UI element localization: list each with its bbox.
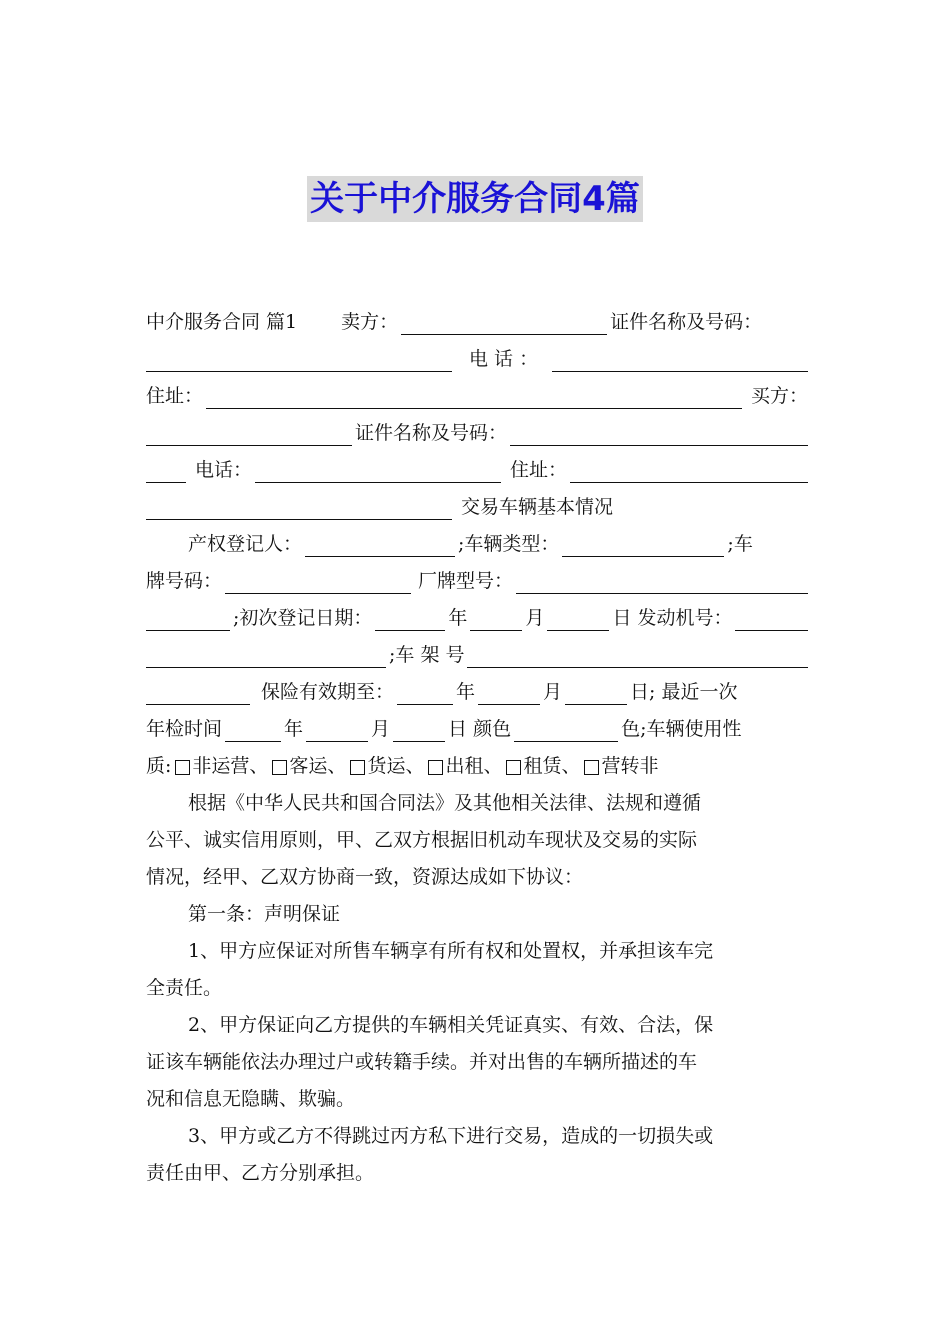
seller-address-label: 住址： [146,385,204,407]
document-title-wrap [0,176,950,222]
contract-heading: 中介服务合同 篇1 [146,311,298,333]
form-line-1 [146,304,808,341]
brand-model-blank [516,569,808,594]
form-line-9 [146,600,808,637]
paragraph-line [146,785,808,822]
document-title: 关于中介服务合同4篇 [307,176,643,222]
inspection-day-blank [393,717,445,742]
inspection-month-blank [306,717,368,742]
engine-blank-cont [146,643,386,668]
plate-label-b: 牌号码： [146,570,223,592]
frame-label: ;车 架 号 [389,644,465,666]
option-converted: 营转非 [601,755,659,777]
inspection-label: 年检时间 [146,718,223,740]
first-reg-month-blank [470,606,522,631]
brand-model-blank-cont [146,606,230,631]
owner-label: 产权登记人： [188,533,303,555]
frame-blank [467,643,808,668]
insurance-year: 年 [456,681,476,703]
paragraph-line [146,1044,808,1081]
vehicle-type-blank [562,532,724,557]
seller-address-blank [206,384,742,409]
option-non-operating: 非运营、 [192,755,269,777]
article-title: 第一条：声明保证 [188,903,341,925]
first-reg-label: ;初次登记日期： [233,607,373,629]
form-line-6 [146,489,808,526]
form-line-11 [146,674,808,711]
insurance-year-blank [397,680,453,705]
option-lease: 租赁、 [523,755,581,777]
insurance-day-blank [565,680,627,705]
color-blank [514,717,618,742]
form-line-8 [146,563,808,600]
checkbox-non-operating[interactable] [175,760,190,775]
paragraph-text: 责任由甲、乙方分别承担。 [146,1162,375,1184]
buyer-address-blank [570,458,808,483]
usage-label: 色;车辆使用性 [621,718,742,740]
seller-phone-label: 电 话 ： [469,348,539,370]
vehicle-info-heading: 交易车辆基本情况 [461,496,614,518]
paragraph-line [146,970,808,1007]
first-reg-day-blank [547,606,609,631]
first-reg-year: 年 [448,607,468,629]
insurance-month: 月 [543,681,563,703]
article-heading [146,896,808,933]
seller-blank [401,310,607,335]
paragraph-text: 根据《中华人民共和国合同法》及其他相关法律、法规和遵循 [188,792,702,814]
inspection-month: 月 [371,718,391,740]
owner-blank [305,532,455,557]
frame-blank-cont [146,680,250,705]
paragraph-text: 证该车辆能依法办理过户或转籍手续。并对出售的车辆所描述的车 [146,1051,698,1073]
paragraph-line [146,859,808,896]
checkbox-taxi[interactable] [428,760,443,775]
paragraph-line [146,1007,808,1044]
paragraph-line [146,1155,808,1192]
buyer-label: 买方： [750,385,808,407]
paragraph-text: 1、甲方应保证对所售车辆享有所有权和处置权，并承担该车完 [188,940,714,962]
plate-blank [225,569,411,594]
form-line-5 [146,452,808,489]
paragraph-text: 况和信息无隐瞒、欺骗。 [146,1088,356,1110]
seller-id-blank [146,347,452,372]
form-line-13 [146,748,808,785]
vehicle-type-label: ;车辆类型： [458,533,560,555]
seller-label: 卖方： [341,311,399,333]
form-line-4 [146,415,808,452]
form-line-10 [146,637,808,674]
seller-id-label: 证件名称及号码： [610,311,763,333]
checkbox-passenger[interactable] [272,760,287,775]
inspection-year-blank [225,717,281,742]
option-taxi: 出租、 [445,755,503,777]
checkbox-freight[interactable] [350,760,365,775]
paragraph-line [146,933,808,970]
form-line-12 [146,711,808,748]
checkbox-lease[interactable] [506,760,521,775]
form-line-3 [146,378,808,415]
paragraph-text: 情况，经甲、乙双方协商一致，资源达成如下协议： [146,866,584,888]
nature-label: 质: [146,755,172,777]
engine-label: 日 发动机号： [612,607,733,629]
buyer-address-blank-cont [146,495,452,520]
buyer-phone-blank [255,458,501,483]
option-passenger: 客运、 [289,755,347,777]
paragraph-line [146,1081,808,1118]
buyer-id-blank [510,421,808,446]
form-line-2 [146,341,808,378]
paragraph-line [146,1118,808,1155]
first-reg-month: 月 [525,607,545,629]
paragraph-line [146,822,808,859]
seller-phone-blank [552,347,808,372]
buyer-phone-label: 电话： [195,459,253,481]
insurance-month-blank [478,680,540,705]
insurance-label: 保险有效期至： [261,681,395,703]
buyer-id-label: 证件名称及号码： [355,422,508,444]
recent-inspection-label: 日; 最近一次 [630,681,738,703]
brand-model-label: 厂牌型号： [418,570,514,592]
paragraph-text: 3、甲方或乙方不得跳过丙方私下进行交易，造成的一切损失或 [188,1125,714,1147]
checkbox-converted[interactable] [584,760,599,775]
inspection-year: 年 [284,718,304,740]
paragraph-text: 公平、诚实信用原则，甲、乙双方根据旧机动车现状及交易的实际 [146,829,698,851]
option-freight: 货运、 [367,755,425,777]
document-body [146,304,808,1192]
form-line-7 [146,526,808,563]
first-reg-year-blank [375,606,445,631]
paragraph-text: 2、甲方保证向乙方提供的车辆相关凭证真实、有效、合法，保 [188,1014,714,1036]
buyer-blank [146,421,352,446]
buyer-id-blank-cont [146,458,186,483]
plate-label-a: ;车 [727,533,753,555]
engine-blank [735,606,808,631]
paragraph-text: 全责任。 [146,977,223,999]
color-label: 日 颜色 [448,718,512,740]
buyer-address-label: 住址： [510,459,568,481]
